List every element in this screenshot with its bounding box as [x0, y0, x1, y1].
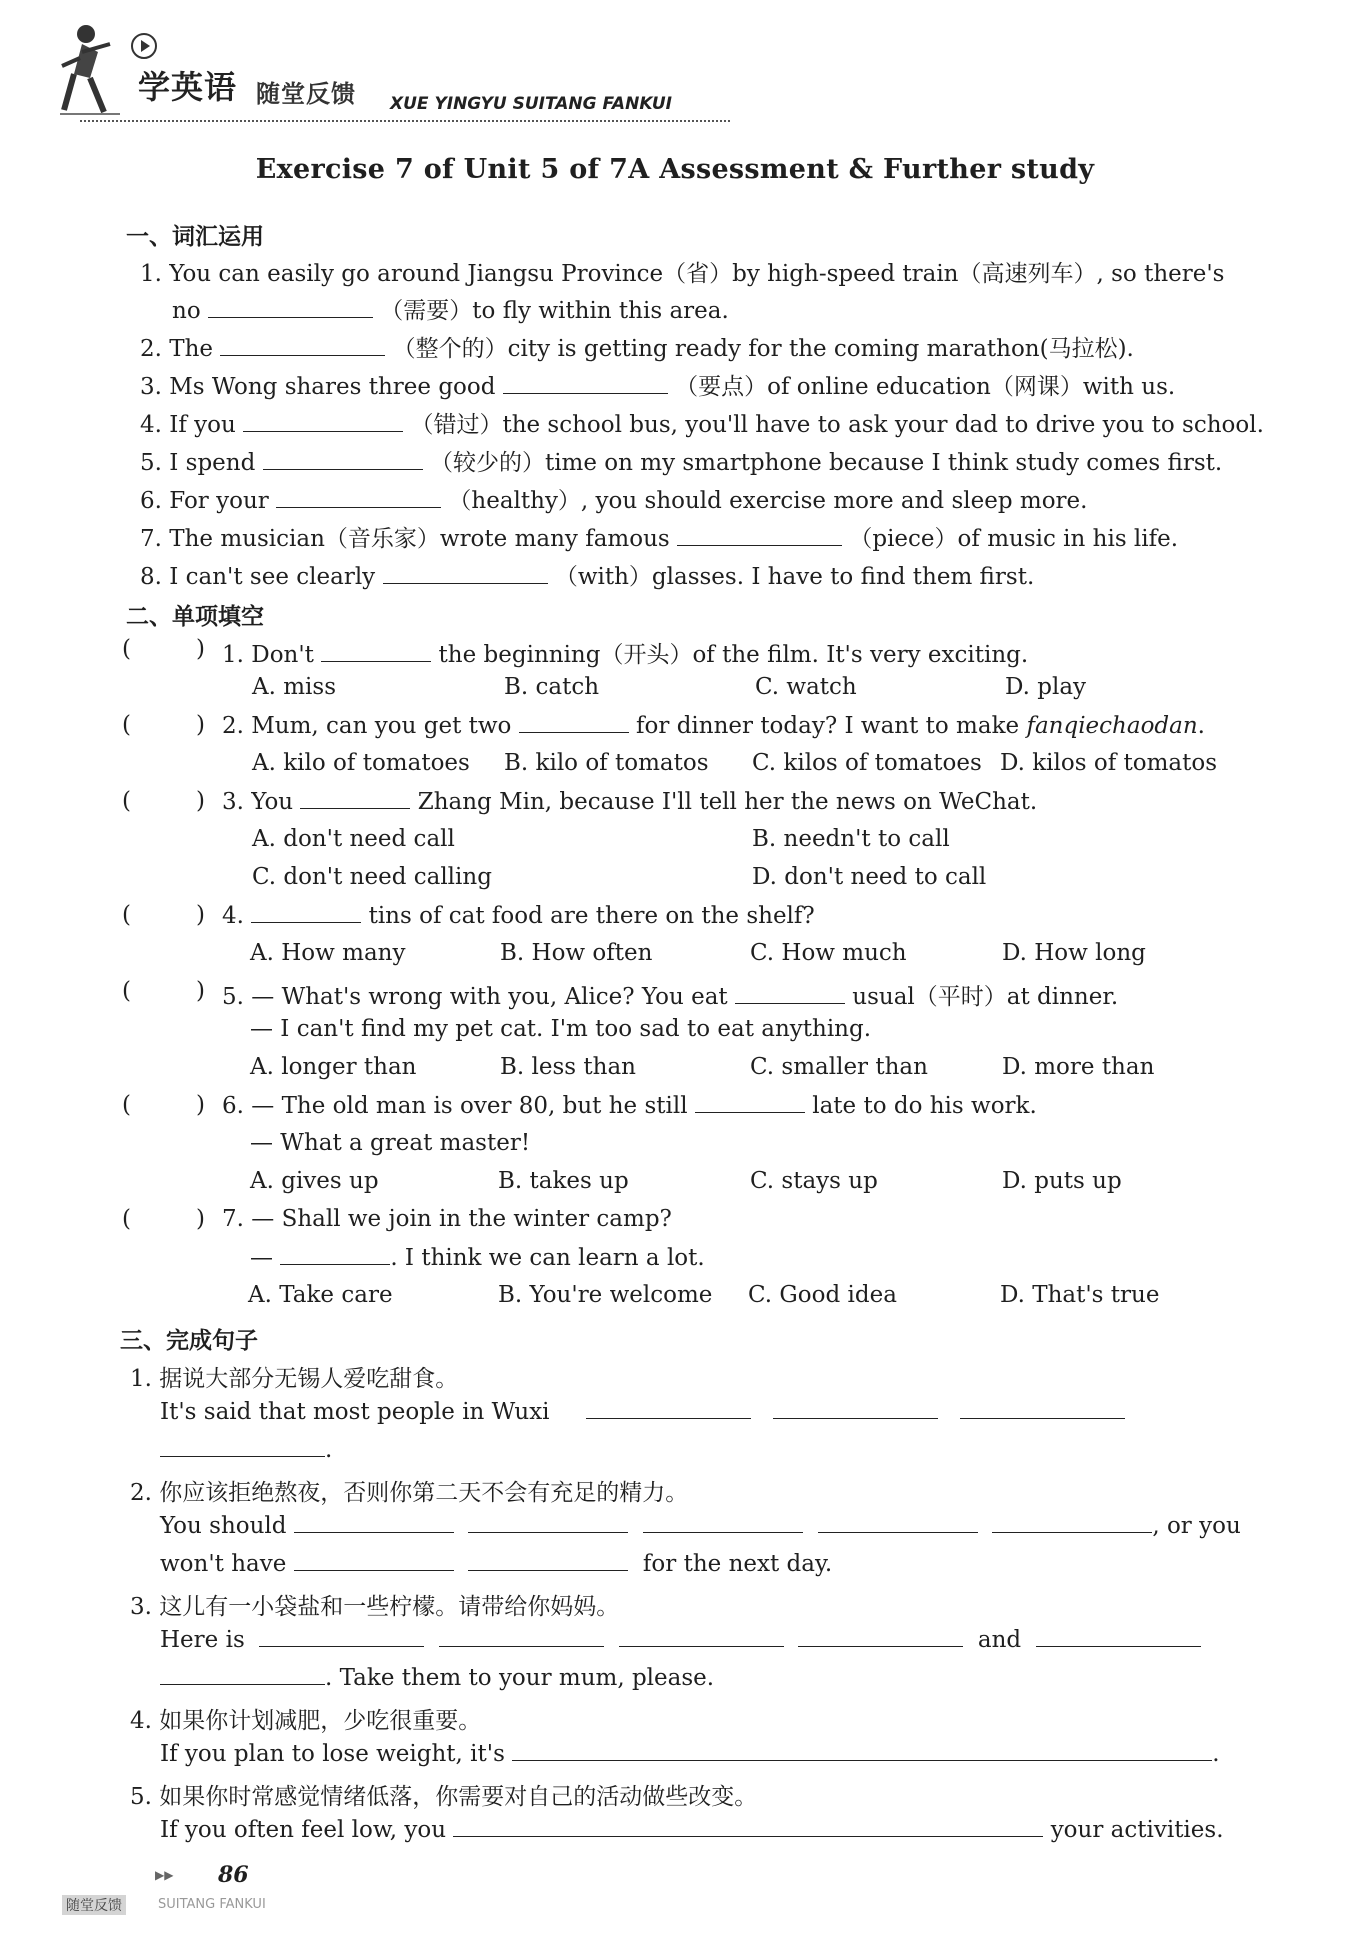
mc-question-5-reply: — I can't find my pet cat. I'm too sad to eat anything. [250, 1016, 872, 1042]
footer-brand-en: SUITANG FANKUI [158, 1897, 266, 1912]
mc-option[interactable]: D. play [1005, 674, 1087, 700]
mc-option[interactable]: D. more than [1002, 1054, 1155, 1080]
mc-option[interactable]: A. kilo of tomatoes [252, 750, 470, 776]
sentence-2-english-cont: won't have for the next day. [160, 1551, 833, 1577]
mc-question-3: 3. You Zhang Min, because I'll tell her the news on WeChat. [222, 789, 1038, 815]
answer-blank[interactable] [735, 983, 845, 1004]
answer-blank[interactable] [251, 902, 361, 923]
answer-blank[interactable] [468, 1550, 628, 1571]
mc-option[interactable]: A. longer than [250, 1054, 417, 1080]
mc-option[interactable]: A. gives up [250, 1168, 379, 1194]
mc-option[interactable]: A. don't need call [252, 826, 455, 852]
page-title: Exercise 7 of Unit 5 of 7A Assessment & Further study [255, 154, 1095, 185]
answer-blank[interactable] [512, 1740, 1212, 1761]
sentence-5-english: If you often feel low, you your activities. [160, 1817, 1224, 1843]
section-1-heading: 一、词汇运用 [126, 224, 264, 250]
answer-blank[interactable] [276, 487, 441, 508]
footer-brand-cn: 随堂反馈 [62, 1895, 126, 1915]
mc-option[interactable]: A. Take care [248, 1282, 393, 1308]
mc-option[interactable]: C. stays up [750, 1168, 878, 1194]
mc-question-6: 6. — The old man is over 80, but he still late to do his work. [222, 1093, 1037, 1119]
mc-question-2: 2. Mum, can you get two for dinner today? I want to make fanqiechaodan. [222, 713, 1205, 739]
vocab-item-7: 7. The musician（音乐家）wrote many famous （piece）of music in his life. [140, 526, 1179, 552]
answer-paren-close: ) [196, 788, 205, 814]
vocab-item-5: 5. I spend （较少的）time on my smartphone because I think study comes first. [140, 450, 1223, 476]
sentence-5-chinese: 5. 如果你时常感觉情绪低落，你需要对自己的活动做些改变。 [130, 1784, 758, 1810]
mc-option[interactable]: B. needn't to call [752, 826, 950, 852]
answer-blank[interactable] [798, 1626, 963, 1647]
answer-blank[interactable] [160, 1664, 325, 1685]
vocab-item-1: 1. You can easily go around Jiangsu Province（省）by high-speed train（高速列车）, so there's [140, 261, 1225, 287]
header-divider [80, 120, 730, 122]
header-banner [60, 14, 700, 124]
answer-blank[interactable] [220, 335, 385, 356]
brand-pinyin: XUE YINGYU SUITANG FANKUI [390, 94, 673, 114]
mc-option[interactable]: D. How long [1002, 940, 1146, 966]
answer-blank[interactable] [503, 373, 668, 394]
mc-option[interactable]: B. catch [504, 674, 600, 700]
answer-paren-close: ) [196, 1206, 205, 1232]
mc-option[interactable]: C. smaller than [750, 1054, 928, 1080]
answer-paren-open: ( [122, 636, 131, 662]
answer-blank[interactable] [321, 641, 431, 662]
mc-option[interactable]: A. miss [252, 674, 337, 700]
mc-option[interactable]: C. kilos of tomatoes [752, 750, 982, 776]
mc-option[interactable]: B. kilo of tomatos [504, 750, 709, 776]
brand-sub: 随堂反馈 [256, 80, 356, 108]
mc-option[interactable]: D. That's true [1000, 1282, 1160, 1308]
sentence-4-chinese: 4. 如果你计划减肥，少吃很重要。 [130, 1708, 482, 1734]
sentence-3-english: Here is and [160, 1626, 1201, 1653]
answer-blank[interactable] [677, 525, 842, 546]
mc-option[interactable]: B. less than [500, 1054, 636, 1080]
section-2-heading: 二、单项填空 [126, 604, 264, 630]
sentence-1-english: It's said that most people in Wuxi [160, 1398, 1125, 1425]
answer-blank[interactable] [992, 1512, 1152, 1533]
answer-paren-open: ( [122, 1206, 131, 1232]
sentence-2-english: You should , or you [160, 1513, 1241, 1539]
answer-blank[interactable] [773, 1398, 938, 1419]
answer-blank[interactable] [586, 1398, 751, 1419]
mc-option[interactable]: C. watch [755, 674, 857, 700]
mc-option[interactable]: C. don't need calling [252, 864, 492, 890]
answer-blank[interactable] [259, 1626, 424, 1647]
answer-blank[interactable] [818, 1512, 978, 1533]
mc-option[interactable]: C. Good idea [748, 1282, 897, 1308]
vocab-item-4: 4. If you （错过）the school bus, you'll have to ask your dad to drive you to school. [140, 412, 1264, 438]
answer-blank[interactable] [383, 563, 548, 584]
answer-blank[interactable] [695, 1092, 805, 1113]
mc-question-5: 5. — What's wrong with you, Alice? You eat usual（平时）at dinner. [222, 984, 1119, 1010]
answer-blank[interactable] [243, 411, 403, 432]
section-3-heading: 三、完成句子 [120, 1328, 258, 1354]
answer-blank[interactable] [280, 1244, 390, 1265]
answer-blank[interactable] [1036, 1626, 1201, 1647]
answer-blank[interactable] [519, 712, 629, 733]
answer-blank[interactable] [468, 1512, 628, 1533]
brand-main: 学英语 [138, 68, 238, 106]
sentence-2-chinese: 2. 你应该拒绝熬夜，否则你第二天不会有充足的精力。 [130, 1480, 689, 1506]
answer-paren-open: ( [122, 788, 131, 814]
vocab-item-3: 3. Ms Wong shares three good （要点）of online education（网课）with us. [140, 374, 1176, 400]
answer-paren-close: ) [196, 902, 205, 928]
sentence-3-english-cont: . Take them to your mum, please. [160, 1664, 714, 1691]
answer-blank[interactable] [960, 1398, 1125, 1419]
mc-option[interactable]: B. takes up [498, 1168, 629, 1194]
answer-blank[interactable] [300, 788, 410, 809]
answer-blank[interactable] [294, 1550, 454, 1571]
mc-question-6-reply: — What a great master! [250, 1130, 531, 1156]
vocab-item-1-cont: no （需要）to fly within this area. [172, 298, 729, 324]
footer-arrows-icon: ▶▶ [155, 1868, 174, 1882]
vocab-item-2: 2. The （整个的）city is getting ready for the coming marathon(马拉松). [140, 336, 1134, 362]
answer-blank[interactable] [160, 1436, 325, 1457]
mc-question-4: 4. tins of cat food are there on the shelf? [222, 903, 815, 929]
play-icon [130, 32, 158, 60]
answer-paren-open: ( [122, 978, 131, 1004]
vocab-item-8: 8. I can't see clearly （with）glasses. I have to find them first. [140, 564, 1035, 590]
answer-blank[interactable] [619, 1626, 784, 1647]
page-number: 86 [218, 1862, 249, 1888]
mc-question-1: 1. Don't the beginning（开头）of the film. It's very exciting. [222, 642, 1029, 668]
answer-blank[interactable] [643, 1512, 803, 1533]
mc-option[interactable]: D. puts up [1002, 1168, 1122, 1194]
sentence-4-english: If you plan to lose weight, it's . [160, 1741, 1220, 1767]
answer-blank[interactable] [453, 1816, 1043, 1837]
runner-logo-icon [60, 22, 124, 118]
sentence-3-chinese: 3. 这儿有一小袋盐和一些柠檬。请带给你妈妈。 [130, 1594, 620, 1620]
mc-option[interactable]: B. How often [500, 940, 653, 966]
answer-blank[interactable] [294, 1512, 454, 1533]
answer-blank[interactable] [439, 1626, 604, 1647]
sentence-1-chinese: 1. 据说大部分无锡人爱吃甜食。 [130, 1366, 459, 1392]
mc-option[interactable]: A. How many [250, 940, 406, 966]
answer-paren-open: ( [122, 902, 131, 928]
mc-question-7-reply: — . I think we can learn a lot. [250, 1245, 705, 1271]
mc-option[interactable]: C. How much [750, 940, 907, 966]
answer-paren-close: ) [196, 1092, 205, 1118]
answer-blank[interactable] [263, 449, 423, 470]
answer-paren-open: ( [122, 712, 131, 738]
answer-paren-close: ) [196, 712, 205, 738]
vocab-item-6: 6. For your （healthy）, you should exercise more and sleep more. [140, 488, 1088, 514]
answer-paren-close: ) [196, 636, 205, 662]
mc-option[interactable]: D. kilos of tomatos [1000, 750, 1218, 776]
answer-blank[interactable] [208, 297, 373, 318]
mc-option[interactable]: D. don't need to call [752, 864, 987, 890]
mc-question-7: 7. — Shall we join in the winter camp? [222, 1206, 672, 1232]
mc-option[interactable]: B. You're welcome [498, 1282, 713, 1308]
answer-paren-open: ( [122, 1092, 131, 1118]
answer-paren-close: ) [196, 978, 205, 1004]
sentence-1-english-cont: . [160, 1436, 332, 1463]
